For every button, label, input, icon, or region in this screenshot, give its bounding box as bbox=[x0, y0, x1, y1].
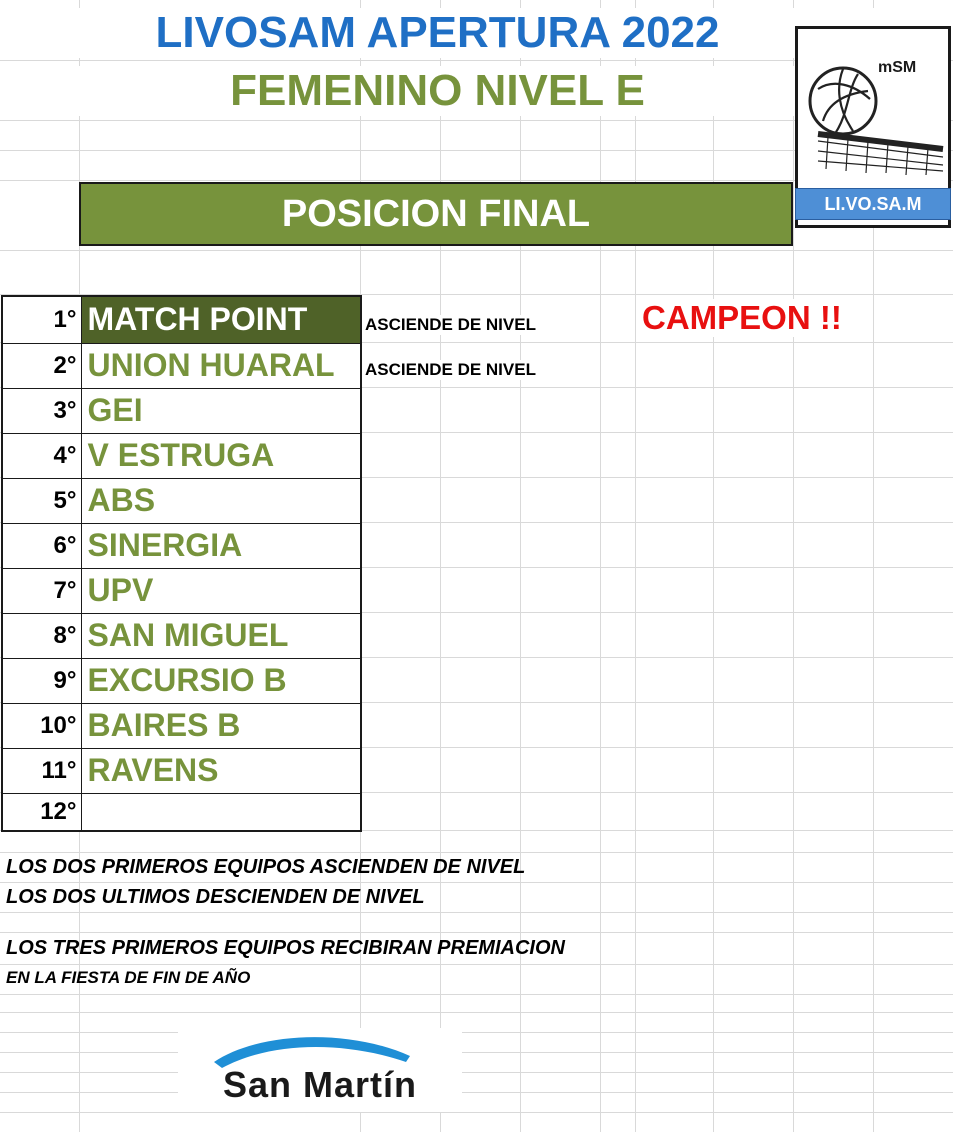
team-cell: ABS bbox=[81, 478, 361, 523]
team-cell: RAVENS bbox=[81, 748, 361, 793]
position-cell: 5° bbox=[2, 478, 81, 523]
sponsor-logo bbox=[178, 1028, 462, 1112]
table-row bbox=[2, 343, 361, 388]
table-row bbox=[2, 748, 361, 793]
logo-text: mSM bbox=[878, 59, 917, 76]
position-cell: 9° bbox=[2, 658, 81, 703]
table-row bbox=[2, 433, 361, 478]
team-cell: V ESTRUGA bbox=[81, 433, 361, 478]
champion-label: CAMPEON !! bbox=[642, 299, 842, 336]
rule-text: LOS DOS ULTIMOS DESCIENDEN DE NIVEL bbox=[6, 886, 425, 908]
position-cell: 11° bbox=[2, 748, 81, 793]
team-cell: MATCH POINT bbox=[81, 296, 361, 343]
position-cell: 3° bbox=[2, 388, 81, 433]
team-cell bbox=[81, 793, 361, 831]
team-cell: UPV bbox=[81, 568, 361, 613]
position-cell: 7° bbox=[2, 568, 81, 613]
team-cell: SINERGIA bbox=[81, 523, 361, 568]
position-cell: 2° bbox=[2, 343, 81, 388]
table-row bbox=[2, 658, 361, 703]
table-row bbox=[2, 388, 361, 433]
logo-tag: LI.VO.SA.M bbox=[795, 188, 951, 220]
promotion-note: ASCIENDE DE NIVEL bbox=[365, 360, 536, 379]
team-cell: EXCURSIO B bbox=[81, 658, 361, 703]
team-cell: GEI bbox=[81, 388, 361, 433]
team-cell: BAIRES B bbox=[81, 703, 361, 748]
position-cell: 10° bbox=[2, 703, 81, 748]
volleyball-icon bbox=[798, 29, 948, 189]
table-row bbox=[2, 793, 361, 831]
rule-text: LOS TRES PRIMEROS EQUIPOS RECIBIRAN PREMIACION bbox=[6, 937, 565, 959]
table-row bbox=[2, 703, 361, 748]
promotion-note: ASCIENDE DE NIVEL bbox=[365, 315, 536, 334]
position-cell: 8° bbox=[2, 613, 81, 658]
table-row bbox=[2, 523, 361, 568]
page-title: LIVOSAM APERTURA 2022 bbox=[0, 8, 875, 58]
section-banner: POSICION FINAL bbox=[79, 182, 793, 246]
table-row bbox=[2, 613, 361, 658]
position-cell: 6° bbox=[2, 523, 81, 568]
standings-table bbox=[1, 295, 362, 832]
table-row bbox=[2, 296, 361, 343]
sponsor-name: San Martín bbox=[222, 1064, 418, 1105]
page-subtitle: FEMENINO NIVEL E bbox=[0, 66, 875, 116]
position-cell: 4° bbox=[2, 433, 81, 478]
team-cell: SAN MIGUEL bbox=[81, 613, 361, 658]
rule-text: EN LA FIESTA DE FIN DE AÑO bbox=[6, 968, 251, 987]
team-cell: UNION HUARAL bbox=[81, 343, 361, 388]
position-cell: 12° bbox=[2, 793, 81, 831]
position-cell: 1° bbox=[2, 296, 81, 343]
rule-text: LOS DOS PRIMEROS EQUIPOS ASCIENDEN DE NIVEL bbox=[6, 856, 526, 878]
sponsor-arc-icon bbox=[178, 1028, 462, 1068]
table-row bbox=[2, 568, 361, 613]
table-row bbox=[2, 478, 361, 523]
